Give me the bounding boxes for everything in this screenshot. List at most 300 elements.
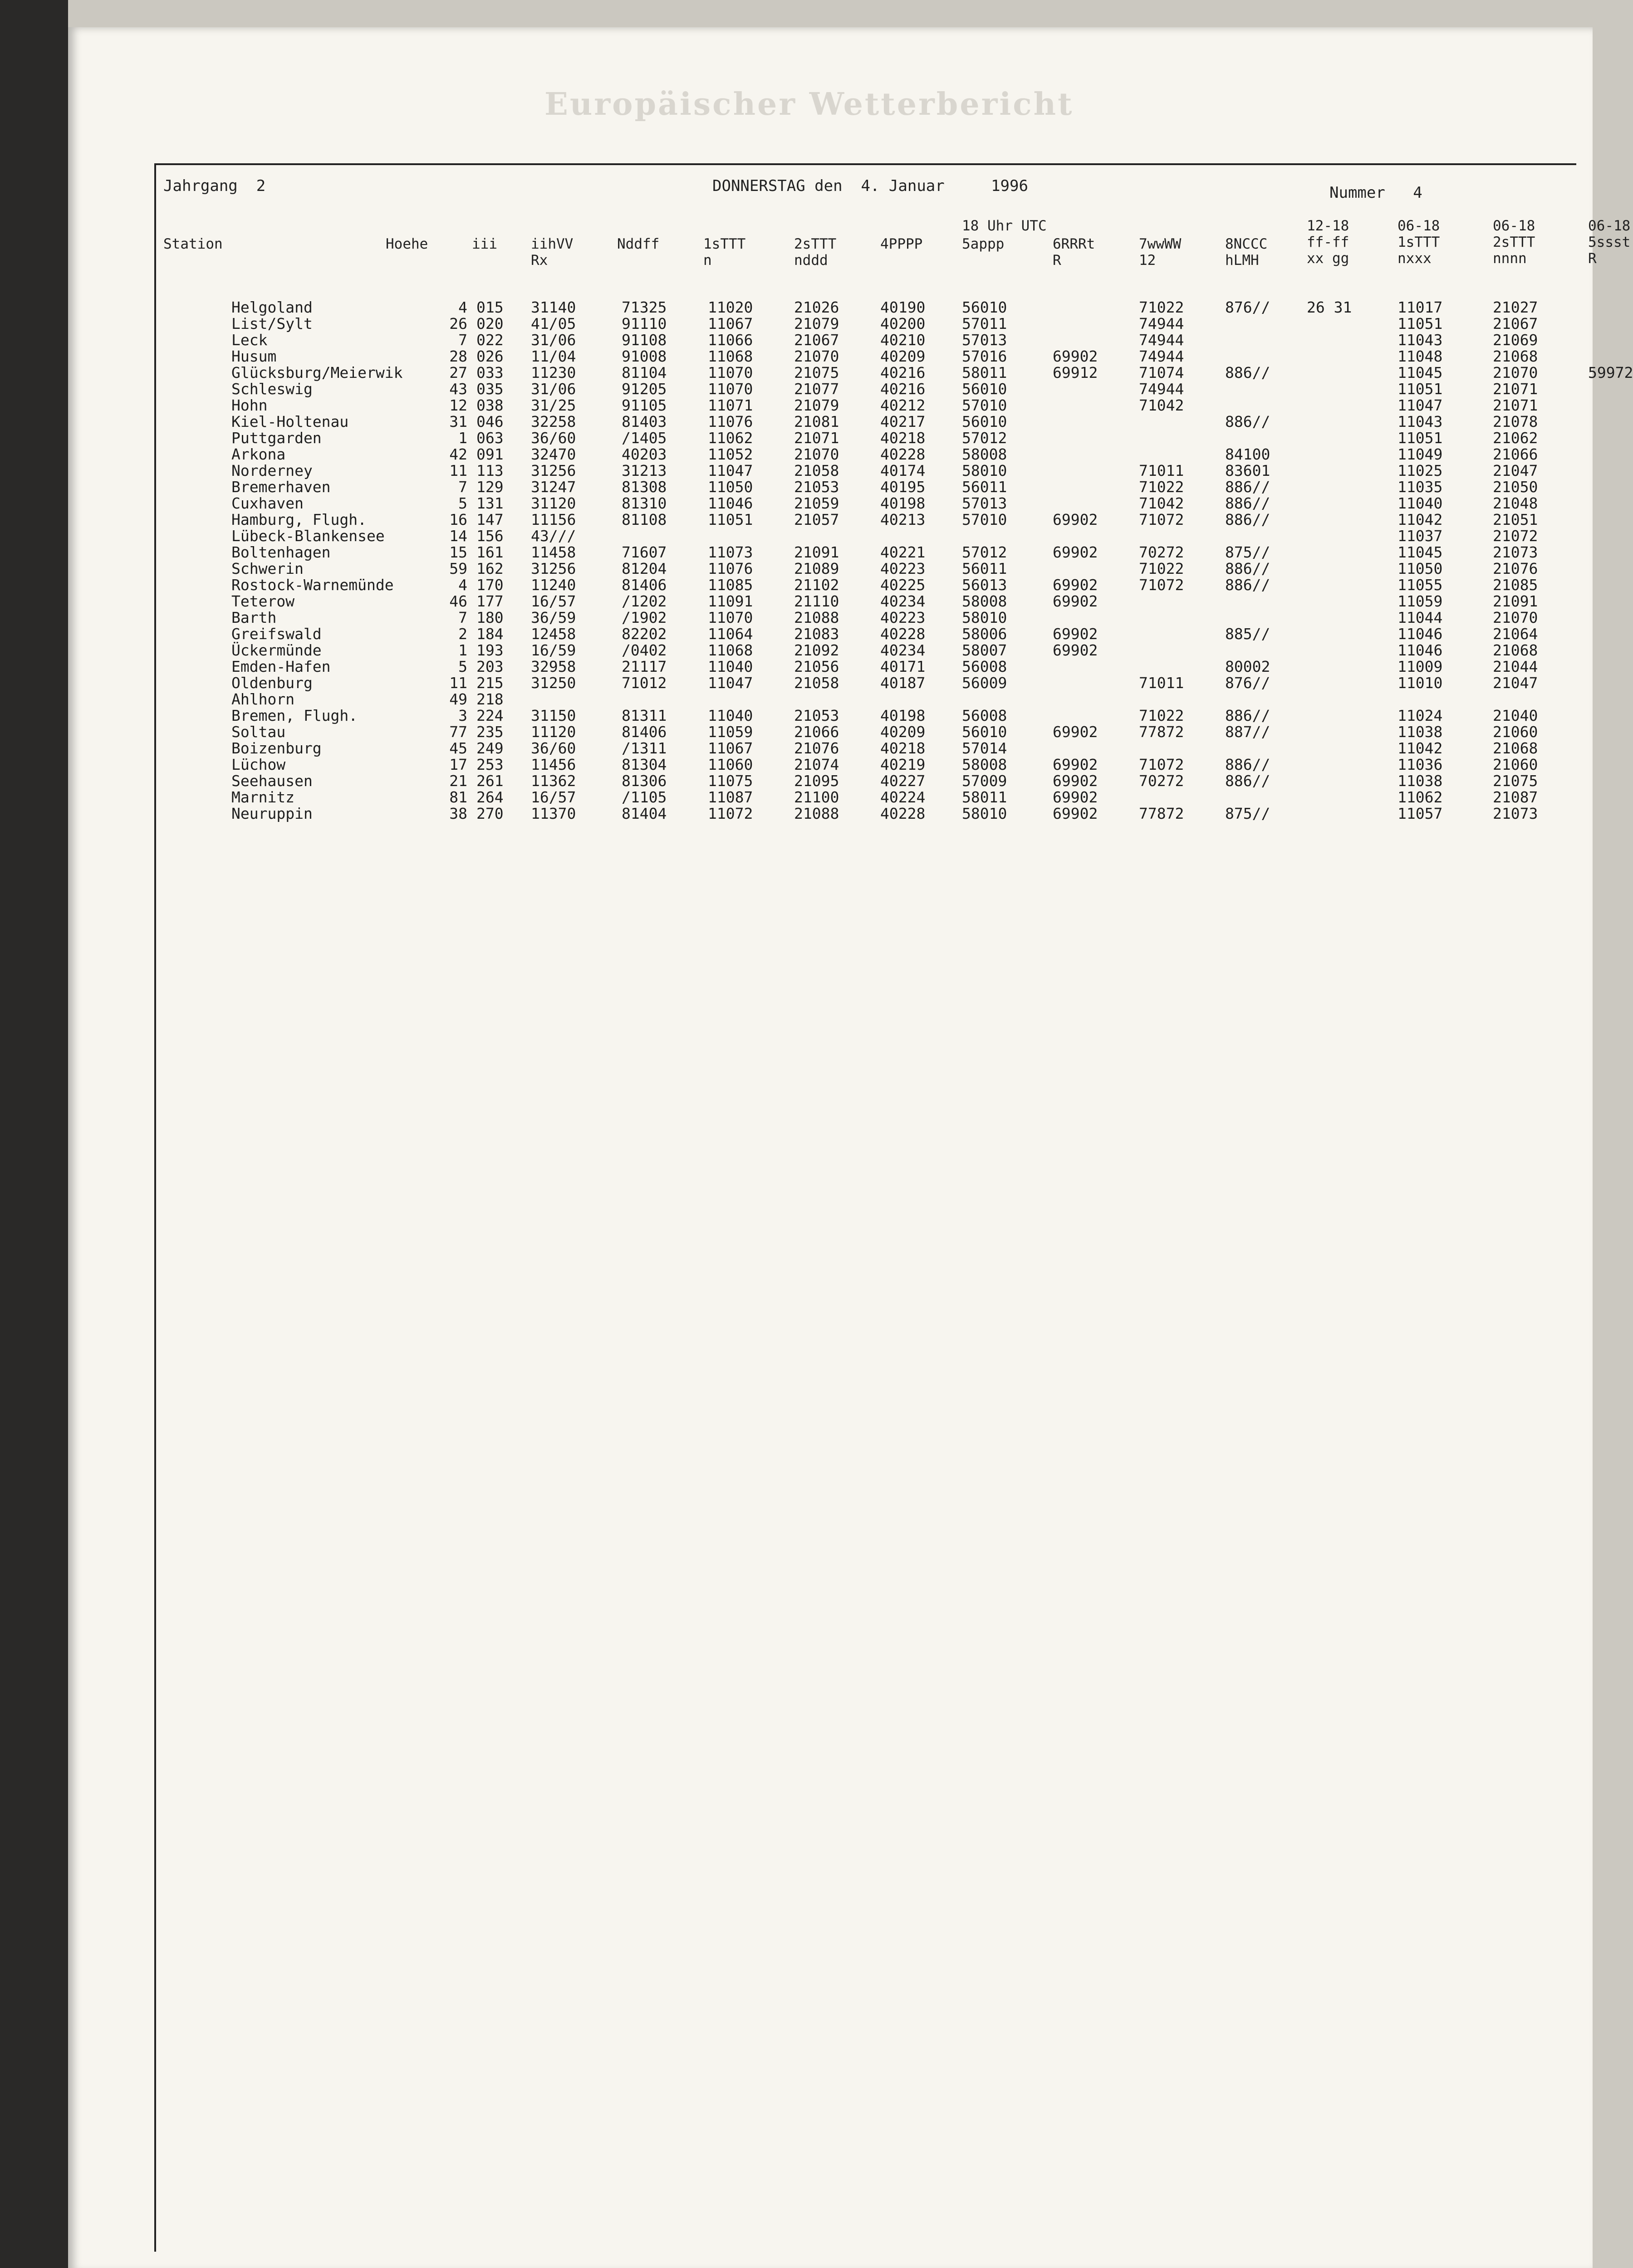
cell-pppp: 40228 xyxy=(880,445,926,463)
cell-iii: 129 xyxy=(476,478,504,496)
cell-station: Bremen, Flugh. xyxy=(231,707,358,724)
cell-pppp: 40216 xyxy=(880,364,926,381)
cell-t2: 21056 xyxy=(794,658,839,675)
cell-iii: 026 xyxy=(476,347,504,365)
cell-hoehe: 81 xyxy=(449,788,467,806)
cell-t2: 21088 xyxy=(794,609,839,626)
cell-station: Husum xyxy=(231,347,277,365)
cell-t06a: 11043 xyxy=(1398,331,1443,349)
cell-t1: 11020 xyxy=(708,298,753,316)
cell-t06a: 11045 xyxy=(1398,364,1443,381)
cell-t06b: 21078 xyxy=(1493,413,1538,430)
cell-iihvv: 11362 xyxy=(531,772,576,790)
cell-hoehe: 4 xyxy=(458,576,467,594)
cell-t06a: 11051 xyxy=(1398,429,1443,447)
cell-iihvv: 11120 xyxy=(531,723,576,741)
cell-ndd: 82202 xyxy=(622,625,667,643)
cell-ndd: 40203 xyxy=(622,445,667,463)
cell-t2: 21079 xyxy=(794,396,839,414)
cell-ndd: 81311 xyxy=(622,707,667,724)
cell-t1: 11068 xyxy=(708,347,753,365)
cell-ndd: 71012 xyxy=(622,674,667,692)
cell-station: Teterow xyxy=(231,592,295,610)
cell-ndd: 81204 xyxy=(622,560,667,577)
cell-iihvv: 36/60 xyxy=(531,739,576,757)
cell-ndd: /1902 xyxy=(622,609,667,626)
cell-t06a: 11055 xyxy=(1398,576,1443,594)
col-5appp: 5appp xyxy=(962,236,1005,252)
cell-t06a: 11035 xyxy=(1398,478,1443,496)
cell-rrr: 69902 xyxy=(1053,543,1098,561)
col-7wwww: 7wwWW 12 xyxy=(1139,236,1182,269)
cell-ndd: /1405 xyxy=(622,429,667,447)
cell-t2: 21110 xyxy=(794,592,839,610)
cell-appp: 56011 xyxy=(962,478,1007,496)
cell-pppp: 40221 xyxy=(880,543,926,561)
cell-station: Cuxhaven xyxy=(231,494,304,512)
cell-iii: 270 xyxy=(476,805,504,822)
cell-t2: 21079 xyxy=(794,315,839,332)
cell-ndd: 91008 xyxy=(622,347,667,365)
cell-iihvv: 36/60 xyxy=(531,429,576,447)
cell-pppp: 40174 xyxy=(880,462,926,479)
cell-pppp: 40234 xyxy=(880,641,926,659)
cell-hoehe: 49 xyxy=(449,690,467,708)
cell-t06b: 21066 xyxy=(1493,445,1538,463)
cell-iii: 091 xyxy=(476,445,504,463)
cell-t06a: 11051 xyxy=(1398,380,1443,398)
cell-ndd: /1105 xyxy=(622,788,667,806)
cell-t06a: 11046 xyxy=(1398,625,1443,643)
cell-t06a: 11037 xyxy=(1398,527,1443,545)
cell-ndd: 81104 xyxy=(622,364,667,381)
cell-station: Hamburg, Flugh. xyxy=(231,511,367,528)
cell-pppp: 40198 xyxy=(880,707,926,724)
cell-t1: 11050 xyxy=(708,478,753,496)
cell-hoehe: 11 xyxy=(449,674,467,692)
cell-t1: 11064 xyxy=(708,625,753,643)
cell-t2: 21053 xyxy=(794,478,839,496)
cell-hoehe: 43 xyxy=(449,380,467,398)
cell-iihvv: 31/25 xyxy=(531,396,576,414)
cell-iii: 177 xyxy=(476,592,504,610)
cell-t1: 11072 xyxy=(708,805,753,822)
cell-t06b: 21085 xyxy=(1493,576,1538,594)
cell-ww: 71011 xyxy=(1139,462,1184,479)
cell-t06a: 11059 xyxy=(1398,592,1443,610)
cell-iihvv: 11458 xyxy=(531,543,576,561)
cell-appp: 58008 xyxy=(962,756,1007,773)
cell-ww: 71042 xyxy=(1139,396,1184,414)
cell-t1: 11087 xyxy=(708,788,753,806)
cell-iii: 131 xyxy=(476,494,504,512)
cell-iihvv: 31140 xyxy=(531,298,576,316)
cell-hoehe: 14 xyxy=(449,527,467,545)
cell-iii: 046 xyxy=(476,413,504,430)
cell-iii: 261 xyxy=(476,772,504,790)
cell-ncc: 886// xyxy=(1225,560,1270,577)
cell-iii: 156 xyxy=(476,527,504,545)
cell-rrr: 69902 xyxy=(1053,756,1098,773)
cell-t2: 21100 xyxy=(794,788,839,806)
cell-t1: 11070 xyxy=(708,380,753,398)
cell-iii: 180 xyxy=(476,609,504,626)
cell-ww: 71022 xyxy=(1139,298,1184,316)
cell-t06a: 11040 xyxy=(1398,494,1443,512)
jahrgang: Jahrgang 2 xyxy=(163,177,266,195)
cell-ww: 70272 xyxy=(1139,543,1184,561)
cell-ww: 71022 xyxy=(1139,478,1184,496)
cell-station: Arkona xyxy=(231,445,286,463)
cell-appp: 58010 xyxy=(962,609,1007,626)
cell-rrr: 69902 xyxy=(1053,772,1098,790)
cell-ncc: 887// xyxy=(1225,723,1270,741)
cell-ncc: 886// xyxy=(1225,756,1270,773)
cell-ww: 77872 xyxy=(1139,723,1184,741)
col-ff: 12-18 ff-ff xx gg xyxy=(1307,218,1349,267)
cell-t06a: 11051 xyxy=(1398,315,1443,332)
cell-station: Puttgarden xyxy=(231,429,322,447)
cell-t06b: 21071 xyxy=(1493,380,1538,398)
cell-t06a: 11049 xyxy=(1398,445,1443,463)
report-date: DONNERSTAG den 4. Januar 1996 xyxy=(712,177,1028,195)
cell-ncc: 886// xyxy=(1225,511,1270,528)
cell-pppp: 40190 xyxy=(880,298,926,316)
cell-appp: 56009 xyxy=(962,674,1007,692)
cell-hoehe: 45 xyxy=(449,739,467,757)
cell-pppp: 40212 xyxy=(880,396,926,414)
cell-iii: 022 xyxy=(476,331,504,349)
cell-ndd: /1311 xyxy=(622,739,667,757)
cell-iii: 033 xyxy=(476,364,504,381)
cell-appp: 57013 xyxy=(962,331,1007,349)
cell-t2: 21075 xyxy=(794,364,839,381)
cell-ndd: 81310 xyxy=(622,494,667,512)
cell-iihvv: 32258 xyxy=(531,413,576,430)
cell-ndd: 81404 xyxy=(622,805,667,822)
cell-t06a: 11044 xyxy=(1398,609,1443,626)
cell-t06a: 11025 xyxy=(1398,462,1443,479)
cell-pppp: 40218 xyxy=(880,429,926,447)
cell-t1: 11070 xyxy=(708,609,753,626)
cell-t2: 21058 xyxy=(794,674,839,692)
cell-pppp: 40200 xyxy=(880,315,926,332)
cell-station: Neuruppin xyxy=(231,805,313,822)
cell-t2: 21070 xyxy=(794,347,839,365)
cell-appp: 57010 xyxy=(962,511,1007,528)
cell-station: Lübeck-Blankensee xyxy=(231,527,385,545)
cell-pppp: 40225 xyxy=(880,576,926,594)
cell-iihvv: 32470 xyxy=(531,445,576,463)
cell-ww: 71011 xyxy=(1139,674,1184,692)
cell-pppp: 40223 xyxy=(880,609,926,626)
cell-iii: 218 xyxy=(476,690,504,708)
cell-appp: 56008 xyxy=(962,707,1007,724)
cell-appp: 56010 xyxy=(962,413,1007,430)
cell-appp: 58011 xyxy=(962,788,1007,806)
cell-appp: 56013 xyxy=(962,576,1007,594)
cell-iihvv: 31247 xyxy=(531,478,576,496)
cell-iihvv: 11240 xyxy=(531,576,576,594)
cell-t1: 11060 xyxy=(708,756,753,773)
cell-pppp: 40223 xyxy=(880,560,926,577)
cell-ncc: 875// xyxy=(1225,805,1270,822)
cell-station: Boizenburg xyxy=(231,739,322,757)
cell-t06b: 21047 xyxy=(1493,674,1538,692)
cell-hoehe: 15 xyxy=(449,543,467,561)
cell-iihvv: 31/06 xyxy=(531,380,576,398)
cell-rrr: 69912 xyxy=(1053,364,1098,381)
cell-ndd: 81108 xyxy=(622,511,667,528)
col-1sttt: 1sTTT n xyxy=(703,236,746,269)
cell-t06a: 11042 xyxy=(1398,511,1443,528)
cell-rrr: 69902 xyxy=(1053,625,1098,643)
cell-t06a: 11024 xyxy=(1398,707,1443,724)
cell-t06b: 21072 xyxy=(1493,527,1538,545)
cell-iihvv: 43/// xyxy=(531,527,576,545)
cell-station: Emden-Hafen xyxy=(231,658,331,675)
cell-ncc: 84100 xyxy=(1225,445,1270,463)
cell-t06b: 21047 xyxy=(1493,462,1538,479)
cell-station: Oldenburg xyxy=(231,674,313,692)
col-iii: iii xyxy=(472,236,497,252)
cell-t06b: 21087 xyxy=(1493,788,1538,806)
cell-t06b: 21068 xyxy=(1493,739,1538,757)
cell-t2: 21057 xyxy=(794,511,839,528)
cell-iihvv: 31250 xyxy=(531,674,576,692)
col-utc: 18 Uhr UTC xyxy=(962,218,1047,234)
cell-t1: 11047 xyxy=(708,462,753,479)
cell-station: Ückermünde xyxy=(231,641,322,659)
cell-iihvv: 11156 xyxy=(531,511,576,528)
col-8nccc: 8NCCC hLMH xyxy=(1225,236,1268,269)
cell-rrr: 69902 xyxy=(1053,576,1098,594)
cell-t2: 21067 xyxy=(794,331,839,349)
cell-t2: 21081 xyxy=(794,413,839,430)
cell-t2: 21058 xyxy=(794,462,839,479)
cell-t06a: 11036 xyxy=(1398,756,1443,773)
cell-t06a: 11017 xyxy=(1398,298,1443,316)
cell-t1: 11040 xyxy=(708,707,753,724)
cell-t06a: 11010 xyxy=(1398,674,1443,692)
cell-hoehe: 26 xyxy=(449,315,467,332)
cell-appp: 56010 xyxy=(962,380,1007,398)
cell-hoehe: 21 xyxy=(449,772,467,790)
cell-sss: 59972 xyxy=(1588,364,1633,381)
cell-t06a: 11042 xyxy=(1398,739,1443,757)
cell-iii: 147 xyxy=(476,511,504,528)
cell-t1: 11066 xyxy=(708,331,753,349)
col-06-18-2sttt: 06-18 2sTTT nnnn xyxy=(1493,218,1535,267)
cell-iii: 235 xyxy=(476,723,504,741)
cell-station: Lüchow xyxy=(231,756,286,773)
cell-hoehe: 42 xyxy=(449,445,467,463)
cell-station: Leck xyxy=(231,331,268,349)
cell-ndd: 91108 xyxy=(622,331,667,349)
cell-iihvv: 31120 xyxy=(531,494,576,512)
cell-ndd: /1202 xyxy=(622,592,667,610)
cell-t06a: 11057 xyxy=(1398,805,1443,822)
cell-ncc: 876// xyxy=(1225,298,1270,316)
cell-rrr: 69902 xyxy=(1053,641,1098,659)
col-2sttt: 2sTTT nddd xyxy=(794,236,837,269)
cell-ndd: 81304 xyxy=(622,756,667,773)
cell-hoehe: 77 xyxy=(449,723,467,741)
cell-hoehe: 12 xyxy=(449,396,467,414)
cell-t06b: 21070 xyxy=(1493,609,1538,626)
cell-ncc: 876// xyxy=(1225,674,1270,692)
cell-pppp: 40228 xyxy=(880,625,926,643)
cell-ndd: 21117 xyxy=(622,658,667,675)
cell-t06b: 21073 xyxy=(1493,805,1538,822)
cell-iii: 020 xyxy=(476,315,504,332)
cell-iii: 161 xyxy=(476,543,504,561)
ghost-title: Europäischer Wetterbericht xyxy=(544,86,1074,122)
cell-t06b: 21027 xyxy=(1493,298,1538,316)
cell-t2: 21026 xyxy=(794,298,839,316)
cell-appp: 57012 xyxy=(962,429,1007,447)
cell-appp: 58010 xyxy=(962,462,1007,479)
cell-t1: 11040 xyxy=(708,658,753,675)
cell-iii: 193 xyxy=(476,641,504,659)
cell-t06b: 21051 xyxy=(1493,511,1538,528)
cell-t06b: 21044 xyxy=(1493,658,1538,675)
col-iihvv: iihVV Rx xyxy=(531,236,574,269)
table-frame xyxy=(154,163,1576,2252)
cell-ndd: 81403 xyxy=(622,413,667,430)
cell-t06b: 21067 xyxy=(1493,315,1538,332)
cell-t2: 21088 xyxy=(794,805,839,822)
cell-rrr: 69902 xyxy=(1053,592,1098,610)
cell-appp: 58006 xyxy=(962,625,1007,643)
cell-appp: 57009 xyxy=(962,772,1007,790)
cell-hoehe: 11 xyxy=(449,462,467,479)
cell-station: Ahlhorn xyxy=(231,690,295,708)
cell-pppp: 40228 xyxy=(880,805,926,822)
cell-hoehe: 2 xyxy=(458,625,467,643)
cell-iii: 063 xyxy=(476,429,504,447)
cell-t1: 11051 xyxy=(708,511,753,528)
cell-pppp: 40209 xyxy=(880,347,926,365)
cell-ncc: 885// xyxy=(1225,625,1270,643)
col-4pppp: 4PPPP xyxy=(880,236,923,252)
cell-pppp: 40218 xyxy=(880,739,926,757)
cell-iii: 215 xyxy=(476,674,504,692)
book-binding xyxy=(0,0,68,2268)
cell-ndd: 81406 xyxy=(622,723,667,741)
cell-ww: 71042 xyxy=(1139,494,1184,512)
cell-t06b: 21075 xyxy=(1493,772,1538,790)
cell-hoehe: 7 xyxy=(458,331,467,349)
cell-t1: 11067 xyxy=(708,739,753,757)
col-nddff: Nddff xyxy=(617,236,660,252)
cell-t1: 11067 xyxy=(708,315,753,332)
cell-station: Schwerin xyxy=(231,560,304,577)
cell-t06a: 11047 xyxy=(1398,396,1443,414)
cell-station: Boltenhagen xyxy=(231,543,331,561)
cell-ndd: 91205 xyxy=(622,380,667,398)
cell-ndd: 71607 xyxy=(622,543,667,561)
cell-pppp: 40227 xyxy=(880,772,926,790)
cell-iihvv: 12458 xyxy=(531,625,576,643)
cell-ncc: 875// xyxy=(1225,543,1270,561)
cell-station: Schleswig xyxy=(231,380,313,398)
cell-iii: 162 xyxy=(476,560,504,577)
cell-t2: 21059 xyxy=(794,494,839,512)
cell-hoehe: 28 xyxy=(449,347,467,365)
cell-ww: 71072 xyxy=(1139,576,1184,594)
cell-appp: 57013 xyxy=(962,494,1007,512)
cell-appp: 57014 xyxy=(962,739,1007,757)
cell-pppp: 40210 xyxy=(880,331,926,349)
cell-t1: 11075 xyxy=(708,772,753,790)
cell-rrr: 69902 xyxy=(1053,511,1098,528)
cell-ncc: 83601 xyxy=(1225,462,1270,479)
cell-hoehe: 7 xyxy=(458,609,467,626)
cell-station: Hohn xyxy=(231,396,268,414)
cell-appp: 56010 xyxy=(962,723,1007,741)
cell-t2: 21091 xyxy=(794,543,839,561)
cell-hoehe: 17 xyxy=(449,756,467,773)
cell-pppp: 40187 xyxy=(880,674,926,692)
cell-hoehe: 5 xyxy=(458,494,467,512)
cell-iii: 038 xyxy=(476,396,504,414)
cell-ww: 74944 xyxy=(1139,331,1184,349)
cell-iihvv: 31150 xyxy=(531,707,576,724)
cell-ww: 74944 xyxy=(1139,347,1184,365)
cell-appp: 58008 xyxy=(962,592,1007,610)
cell-iihvv: 16/57 xyxy=(531,592,576,610)
cell-appp: 58010 xyxy=(962,805,1007,822)
cell-hoehe: 27 xyxy=(449,364,467,381)
page xyxy=(68,27,1633,2268)
cell-t06a: 11038 xyxy=(1398,723,1443,741)
cell-ww: 71074 xyxy=(1139,364,1184,381)
cell-iii: 015 xyxy=(476,298,504,316)
cell-ndd: 31213 xyxy=(622,462,667,479)
cell-iii: 113 xyxy=(476,462,504,479)
cell-t06b: 21068 xyxy=(1493,641,1538,659)
cell-t2: 21102 xyxy=(794,576,839,594)
cell-station: Bremerhaven xyxy=(231,478,331,496)
cell-iihvv: 32958 xyxy=(531,658,576,675)
cell-ndd: 91105 xyxy=(622,396,667,414)
cell-t1: 11052 xyxy=(708,445,753,463)
cell-rrr: 69902 xyxy=(1053,723,1098,741)
cell-iihvv: 41/05 xyxy=(531,315,576,332)
cell-pppp: 40217 xyxy=(880,413,926,430)
cell-t2: 21066 xyxy=(794,723,839,741)
cell-t06b: 21068 xyxy=(1493,347,1538,365)
cell-t1: 11076 xyxy=(708,413,753,430)
cell-station: Glücksburg/Meierwik xyxy=(231,364,403,381)
cell-t06b: 21050 xyxy=(1493,478,1538,496)
cell-pppp: 40209 xyxy=(880,723,926,741)
cell-station: Helgoland xyxy=(231,298,313,316)
cell-hoehe: 4 xyxy=(458,298,467,316)
cell-t06b: 21073 xyxy=(1493,543,1538,561)
cell-ncc: 886// xyxy=(1225,707,1270,724)
cell-t06b: 21060 xyxy=(1493,756,1538,773)
cell-t06b: 21064 xyxy=(1493,625,1538,643)
cell-hoehe: 3 xyxy=(458,707,467,724)
cell-t06a: 11038 xyxy=(1398,772,1443,790)
cell-appp: 57010 xyxy=(962,396,1007,414)
cell-t06b: 21062 xyxy=(1493,429,1538,447)
cell-ndd: 91110 xyxy=(622,315,667,332)
cell-t06a: 11009 xyxy=(1398,658,1443,675)
cell-appp: 57012 xyxy=(962,543,1007,561)
